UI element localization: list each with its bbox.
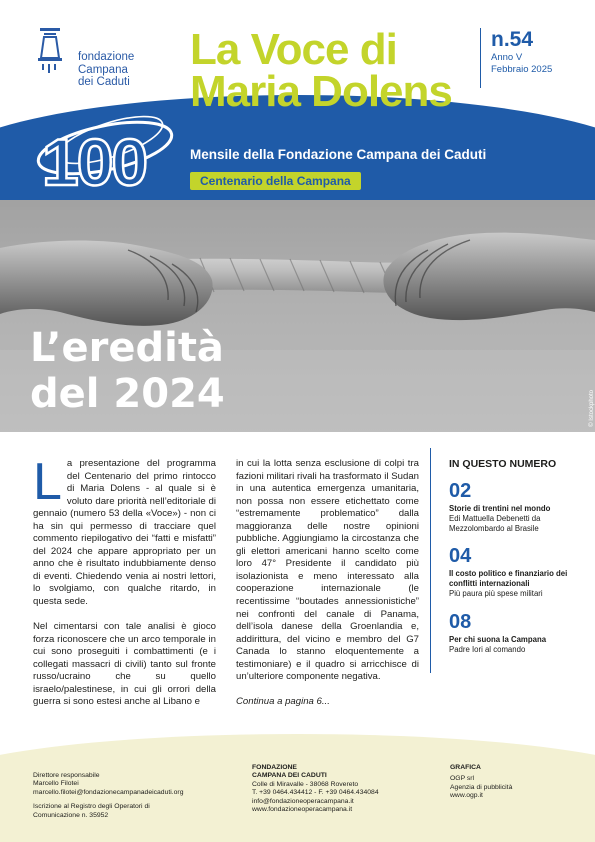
editorial-info (33, 772, 223, 820)
publisher-name: CAMPANA DEI CADUTI (252, 772, 327, 780)
publisher-info (252, 764, 442, 814)
director-label: Direttore responsabile (33, 772, 100, 779)
masthead (0, 0, 595, 215)
design-credit (450, 764, 580, 801)
headline-line-2: del 2024 (30, 371, 225, 417)
toc-page-number: 08 (449, 610, 472, 633)
publisher-website[interactable]: www.fondazioneoperacampana.it (252, 806, 353, 814)
title-line-1: La Voce di (190, 25, 397, 74)
centenary-tag: Centenario della Campana (190, 172, 361, 190)
article-column-2 (236, 458, 419, 721)
centenary-100-emblem (30, 100, 180, 195)
magazine-subtitle: Mensile della Fondazione Campana dei Caduti (190, 147, 487, 162)
bell-icon (36, 28, 64, 74)
toc-heading: IN QUESTO NUMERO (449, 458, 557, 470)
grafica-name: OGP srl (450, 775, 475, 783)
grafica-label: GRAFICA (450, 764, 481, 771)
register-line: Comunicazione n. 35952 (33, 811, 109, 819)
toc-item[interactable] (449, 611, 575, 655)
magazine-title (190, 25, 480, 116)
article-paragraph: Nel cimentarsi con tale analisi è gioco forza riconoscere che un arco temporale in cui sono proseguiti i combattimenti (e i collegati massacri di civili) tanto sul fronte russo/ucraino che su quello israelo/palestinese, in cui gli orrori della guerra si sono estesi anche al Libano e (33, 621, 216, 708)
issue-volume: Anno V (491, 52, 523, 63)
logo-line: dei Caduti (78, 76, 130, 88)
toc-subtitle: Edi Mattuella Debenetti da Mezzolombardo al Brasile (449, 513, 541, 533)
director-name: Marcello Filotei (33, 780, 79, 788)
toc-title: Per chi suona la Campana (449, 634, 547, 644)
toc-item[interactable] (449, 480, 575, 533)
anniversary-number: 100 (42, 125, 147, 195)
director-email[interactable]: marcello.filotei@fondazionecampanadeicaduti.org (33, 788, 184, 796)
paragraph-text: a presentazione del programma del Centenario del primo rintocco di Maria Dolens - al quale si è voluto dare priorità nell’editoriale di gennaio (numero 53 della «Voce») - non ci ha sin qui permesso di tracciare quel commento riepilogativo dei “fatti e misfatti” del 2024 che appare appropriato per un anno che è risultato indubbiamente denso di eventi. Chiedendo venia ai nostri lettori, lo svolgiamo, con qualche ritardo, in questa sede. (33, 458, 216, 608)
article-column-1 (33, 453, 216, 721)
continue-link[interactable]: Continua a pagina 6... (236, 696, 330, 708)
headline-line-1: L’eredità (30, 325, 224, 371)
publisher-name: FONDAZIONE (252, 764, 297, 771)
toc-subtitle: Padre Iori al comando (449, 644, 526, 654)
grafica-website[interactable]: www.ogp.it (450, 792, 483, 800)
publisher-address: Colle di Miravalle - 38068 Rovereto (252, 780, 359, 788)
issue-date: Febbraio 2025 (491, 64, 553, 75)
photo-credit: © Istockphoto (589, 390, 595, 427)
colophon (0, 734, 595, 842)
toc-page-number: 04 (449, 545, 472, 568)
article-paragraph: in cui la lotta senza esclusione di colpi tra fazioni militari rivali ha trasformato il Sudan in una autentica emergenza umanitaria, non possa non essere etichettato come “estremamente problematico” dalla maggioranza delle nostre opinioni pubbliche. Aggiungiamo la circostanza che gli elettori americani hanno scelto come loro 47° Presidente il candidato più isolazionista e meno interessato alla cooperazione internazionale (le recentissime “boutades annessionistiche” nei confronti del canale di Panama, dell’isola danese della Groenlandia e, addirittura, del vicino e membro del G7 Canada lo stanno eloquentemente a testimoniare) e il quadro si arricchisce di un’ulteriore componente negativa. (236, 458, 419, 683)
issue-number: n.54 (491, 28, 534, 51)
logo-line: fondazione (78, 51, 135, 63)
register-line: Iscrizione al Registro degli Operatori di (33, 803, 150, 811)
logo-line: Campana (78, 63, 128, 76)
drop-cap: L (33, 453, 62, 511)
toc-title: Il costo politico e finanziario dei conflitti internazionali (449, 569, 568, 589)
toc-page-number: 02 (449, 480, 472, 502)
toc-title: Storie di trentini nel mondo (449, 504, 551, 513)
article-paragraph (33, 453, 216, 609)
grafica-description: Agenzia di pubblicità (450, 783, 513, 791)
toc-item[interactable] (449, 545, 575, 598)
table-of-contents (430, 448, 575, 673)
cover-headline (30, 325, 225, 417)
toc-subtitle: Più paura più spese militari (449, 588, 543, 598)
hero-photo (0, 200, 595, 432)
publisher-email[interactable]: info@fondazioneoperacampana.it (252, 797, 354, 805)
publisher-phone: T. +39 0464.434412 - F. +39 0464.434084 (252, 789, 379, 797)
title-line-2: Maria Dolens (190, 67, 452, 116)
issue-info (480, 28, 552, 88)
logo-wordmark (78, 51, 188, 89)
